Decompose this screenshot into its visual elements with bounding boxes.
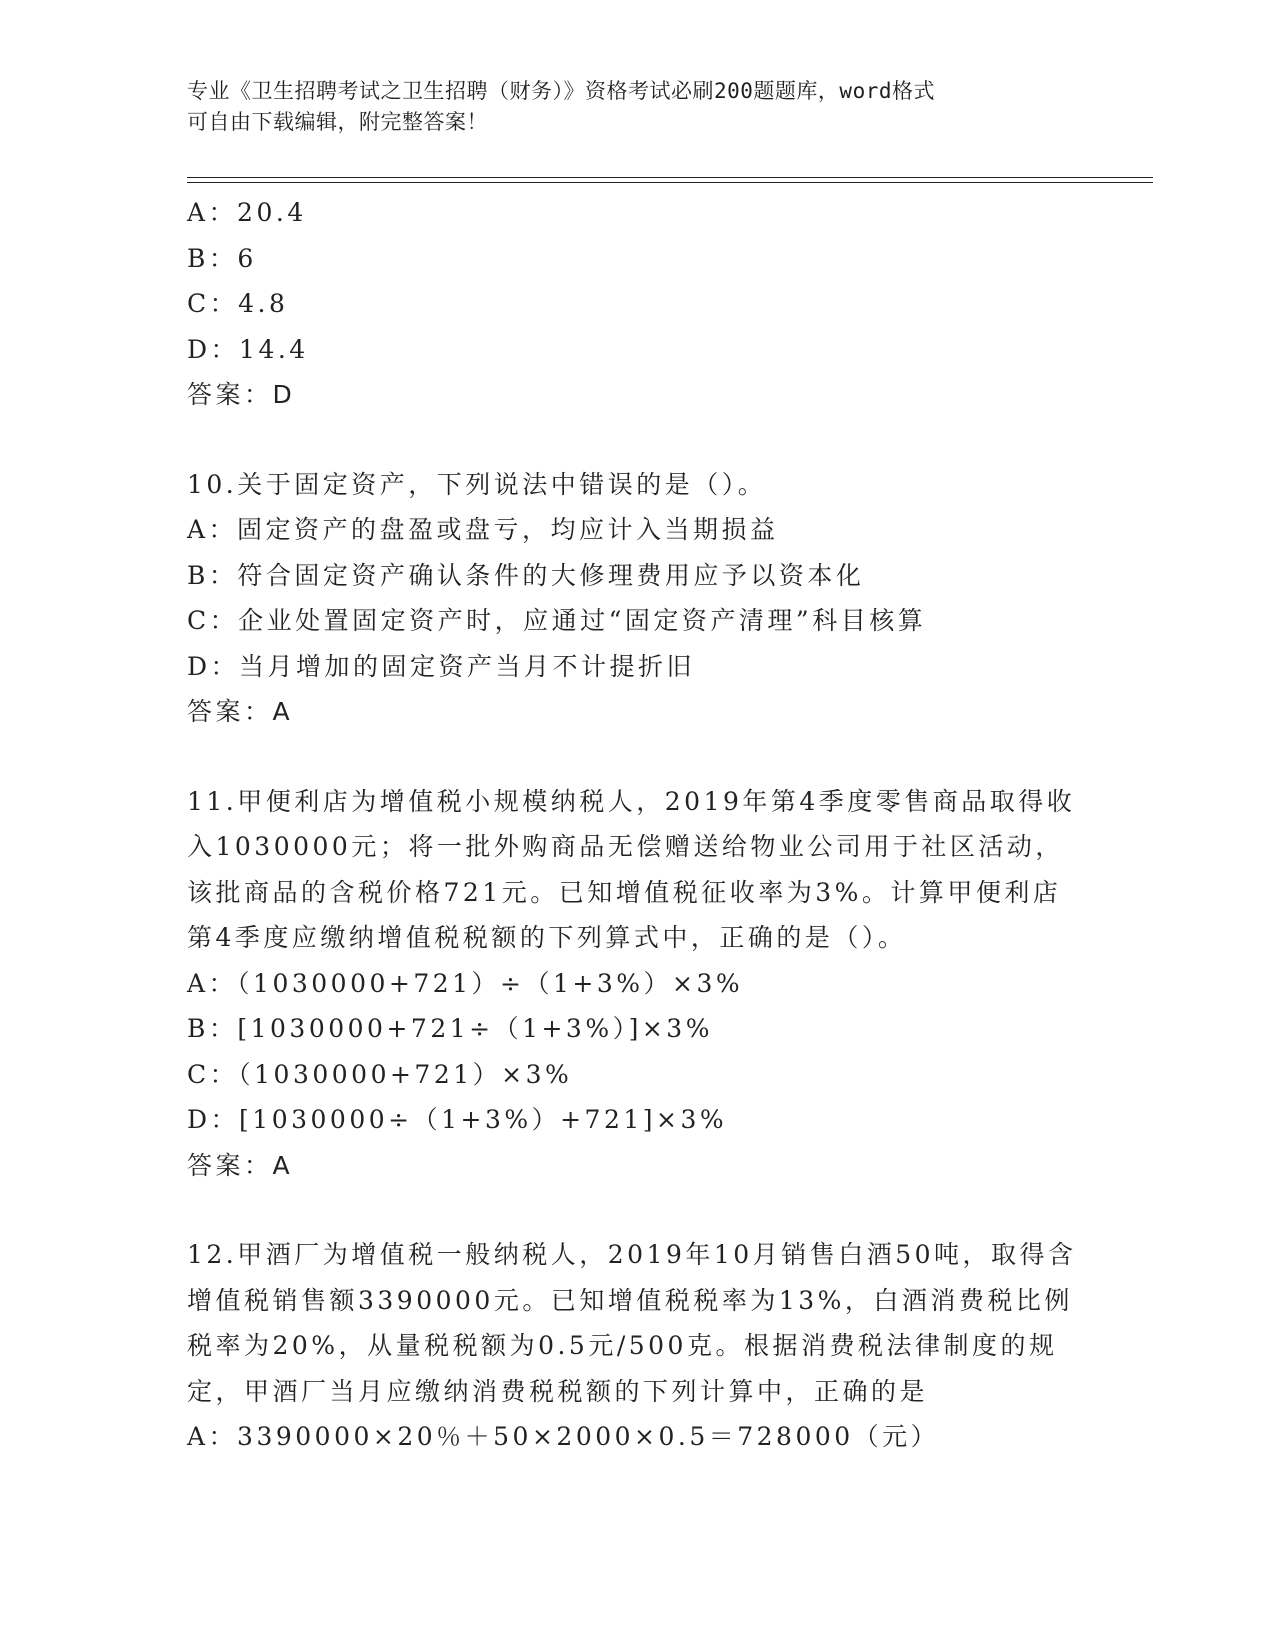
spacer <box>187 735 1087 779</box>
question-list <box>187 190 1087 1460</box>
question-10-option-a: A：固定资产的盘盈或盘亏，均应计入当期损益 <box>187 515 779 544</box>
question-9-option-c: C：4.8 <box>187 289 289 318</box>
header-title-line-2: 可自由下载编辑，附完整答案！ <box>187 110 488 134</box>
question-12-option-a: A：3390000×20％＋50×2000×0.5＝728000（元） <box>187 1422 940 1451</box>
question-12 <box>187 1232 1087 1460</box>
question-12-stem-line-3: 税率为20%，从量税税额为0.5元/500克。根据消费税法律制度的规 <box>187 1331 1058 1360</box>
question-11-option-a: A：（1030000+721）÷（1+3%）×3% <box>187 968 744 998</box>
question-10-option-d: D：当月增加的固定资产当月不计提折旧 <box>187 651 696 681</box>
header-divider-top <box>187 177 1153 178</box>
question-11-stem-line-4: 第4季度应缴纳增值税税额的下列算式中，正确的是（）。 <box>187 923 907 952</box>
question-11-stem-line-2: 入1030000元；将一批外购商品无偿赠送给物业公司用于社区活动， <box>187 832 1064 861</box>
question-11-stem-line-1: 11.甲便利店为增值税小规模纳税人，2019年第4季度零售商品取得收 <box>187 786 1076 816</box>
header-divider-bottom <box>187 182 1153 183</box>
question-10-answer: 答案：A <box>187 697 294 726</box>
question-11-option-b: B：[1030000+721÷（1+3%）]×3% <box>187 1014 713 1043</box>
spacer <box>187 418 1087 462</box>
question-9-answer: 答案：D <box>187 380 296 409</box>
question-11-answer: 答案：A <box>187 1150 294 1180</box>
question-9 <box>187 190 1087 418</box>
question-10-stem: 10.关于固定资产，下列说法中错误的是（）。 <box>187 469 767 499</box>
question-10 <box>187 462 1087 735</box>
spacer <box>187 1188 1087 1232</box>
question-9-option-a: A：20.4 <box>187 198 307 227</box>
question-11-option-c: C：（1030000+721）×3% <box>187 1059 573 1089</box>
question-11-stem-line-3: 该批商品的含税价格721元。已知增值税征收率为3%。计算甲便利店 <box>187 877 1062 907</box>
question-12-stem-line-2: 增值税销售额3390000元。已知增值税税率为13%，白酒消费税比例 <box>187 1285 1073 1315</box>
document-header <box>187 76 1067 138</box>
question-11-option-d: D：[1030000÷（1+3%）+721]×3% <box>187 1105 728 1134</box>
question-10-option-b: B：符合固定资产确认条件的大修理费用应予以资本化 <box>187 560 865 590</box>
question-12-stem-line-1: 12.甲酒厂为增值税一般纳税人，2019年10月销售白酒50吨，取得含 <box>187 1240 1077 1269</box>
question-12-stem-line-4: 定，甲酒厂当月应缴纳消费税税额的下列计算中，正确的是 <box>187 1376 929 1406</box>
question-10-option-c: C：企业处置固定资产时，应通过“固定资产清理”科目核算 <box>187 606 927 635</box>
question-9-option-d: D：14.4 <box>187 334 309 364</box>
header-title-line-1: 专业《卫生招聘考试之卫生招聘（财务）》资格考试必刷200题题库，word格式 <box>187 79 935 103</box>
question-9-option-b: B：6 <box>187 243 257 273</box>
question-11 <box>187 779 1087 1189</box>
